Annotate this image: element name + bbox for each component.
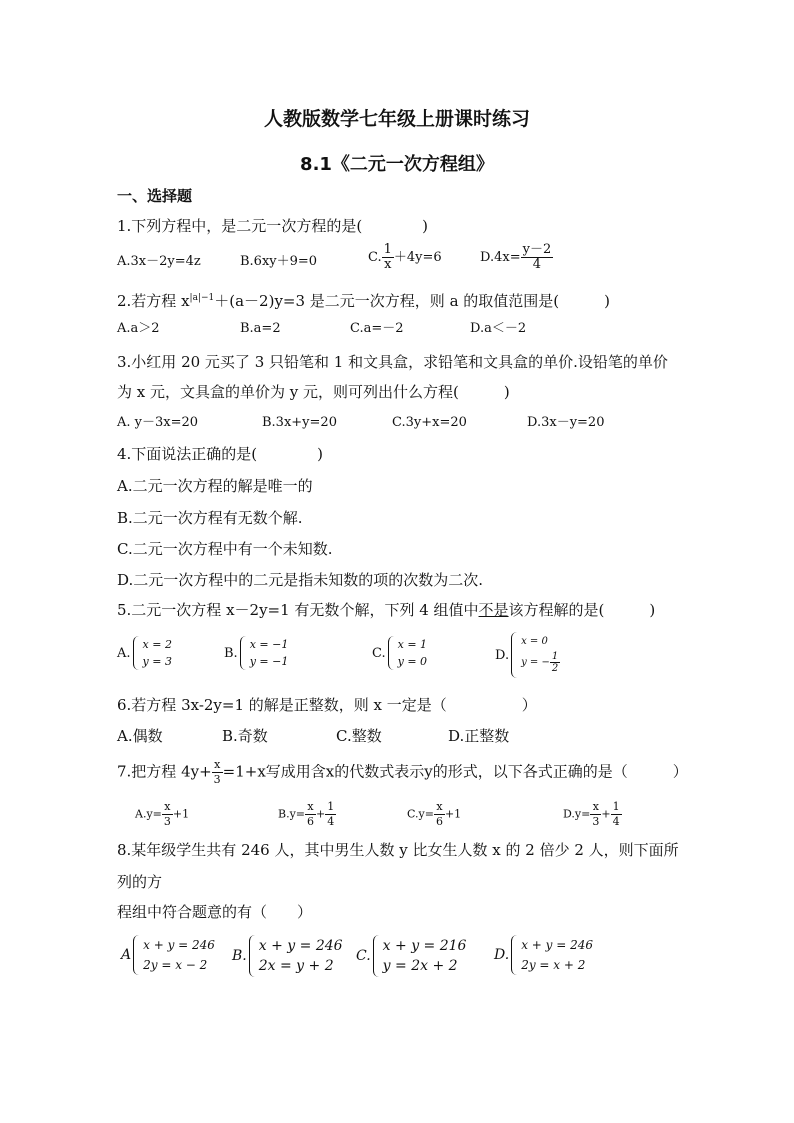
question-4: 4.下面说法正确的是( ) [117, 445, 324, 463]
q3-option-c: C.3y+x=20 [392, 415, 467, 430]
fraction: $\frac{y-2}{4}$ [522, 242, 552, 272]
q2-option-a: A.a＞2 [117, 321, 160, 336]
q7-option-d: D.y= $\frac{x}{3}$ + $\frac{1}{4}$ [563, 800, 620, 828]
q7-option-c: C.y= $\frac{x}{6}$ +1 [407, 800, 462, 828]
q8-option-a: A x + y = 246 2y = x − 2 [121, 935, 215, 975]
q4-option-c: C.二元一次方程中有一个未知数. [117, 540, 333, 558]
question-5: 5.二元一次方程 x－2y=1 有无数个解，下列 4 组值中不是该方程解的是( ) [117, 601, 656, 619]
q6-option-c: C.整数 [336, 727, 382, 745]
q5-option-d: D. x = 0 y = − $\frac{1}{2}$ [495, 632, 560, 678]
q5-option-a: A. x = 2 y = 3 [117, 638, 172, 668]
q6-option-d: D.正整数 [448, 727, 510, 745]
q1-option-b: B.6xy＋9=0 [240, 254, 318, 269]
q6-option-b: B.奇数 [222, 727, 268, 745]
q1-option-d: D.4x= $\frac{y-2}{4}$ [480, 242, 552, 272]
page-subtitle: 8.1《二元一次方程组》 [300, 154, 494, 175]
q4-option-a: A.二元一次方程的解是唯一的 [117, 477, 313, 495]
q8-option-b: B. x + y = 246 2x = y + 2 [232, 935, 343, 977]
q5-option-c: C. x = 1 y = 0 [372, 638, 428, 668]
question-1: 1.下列方程中，是二元一次方程的是( ) [117, 217, 429, 235]
q2-option-d: D.a＜－2 [470, 321, 527, 336]
fraction: $\frac{1}{x}$ [383, 242, 392, 272]
q7-option-a: A.y= $\frac{x}{3}$ +1 [135, 800, 190, 828]
question-8-line-1: 8.某年级学生共有 246 人，其中男生人数 y 比女生人数 x 的 2 倍少 2 人，则下面所 [117, 841, 679, 859]
q3-option-d: D.3x－y=20 [527, 415, 605, 430]
question-3-line-2: 为 x 元，文具盒的单价为 y 元，则可列出什么方程( ) [117, 383, 510, 401]
question-2: 2.若方程 $x^{|a|-1}+(a-2)y=3$ 是二元一次方程，则 a 的取值范围是( ) [117, 292, 610, 310]
q6-option-a: A.偶数 [117, 727, 163, 745]
q8-option-d: D. x + y = 246 2y = x + 2 [494, 935, 593, 975]
section-heading: 一、选择题 [117, 187, 193, 205]
q5-option-b: B. x = −1 y = −1 [224, 638, 289, 668]
q1-option-c: C. $\frac{1}{x}$ ＋4y=6 [368, 242, 442, 272]
q4-option-d: D.二元一次方程中的二元是指未知数的项的次数为二次. [117, 571, 484, 589]
q1-option-a: A.3x－2y=4z [117, 254, 201, 269]
question-6: 6.若方程 3x-2y=1 的解是正整数，则 x 一定是（ ） [117, 696, 537, 714]
q2-option-c: C.a=－2 [350, 321, 404, 336]
q4-option-b: B.二元一次方程有无数个解. [117, 509, 303, 527]
page-title: 人教版数学七年级上册课时练习 [263, 108, 530, 130]
question-8-line-3: 程组中符合题意的有（ ） [117, 903, 313, 921]
q3-option-b: B.3x+y=20 [262, 415, 337, 430]
question-7: 7.把方程 4y+ $\frac{x}{3}$ =1+x写成用含x的代数式表示y的形式，以下各式正确的是（ ） [117, 758, 688, 786]
q8-option-c: C. x + y = 216 y = 2x + 2 [356, 935, 466, 977]
q2-option-b: B.a=2 [240, 321, 281, 336]
question-3-line-1: 3.小红用 20 元买了 3 只铅笔和 1 和文具盒，求铅笔和文具盒的单价.设铅笔的单价 [117, 353, 668, 371]
q7-option-b: B.y= $\frac{x}{6}$ + $\frac{1}{4}$ [278, 800, 335, 828]
q3-option-a: A. y－3x=20 [117, 415, 199, 430]
question-8-line-2: 列的方 [117, 873, 163, 891]
